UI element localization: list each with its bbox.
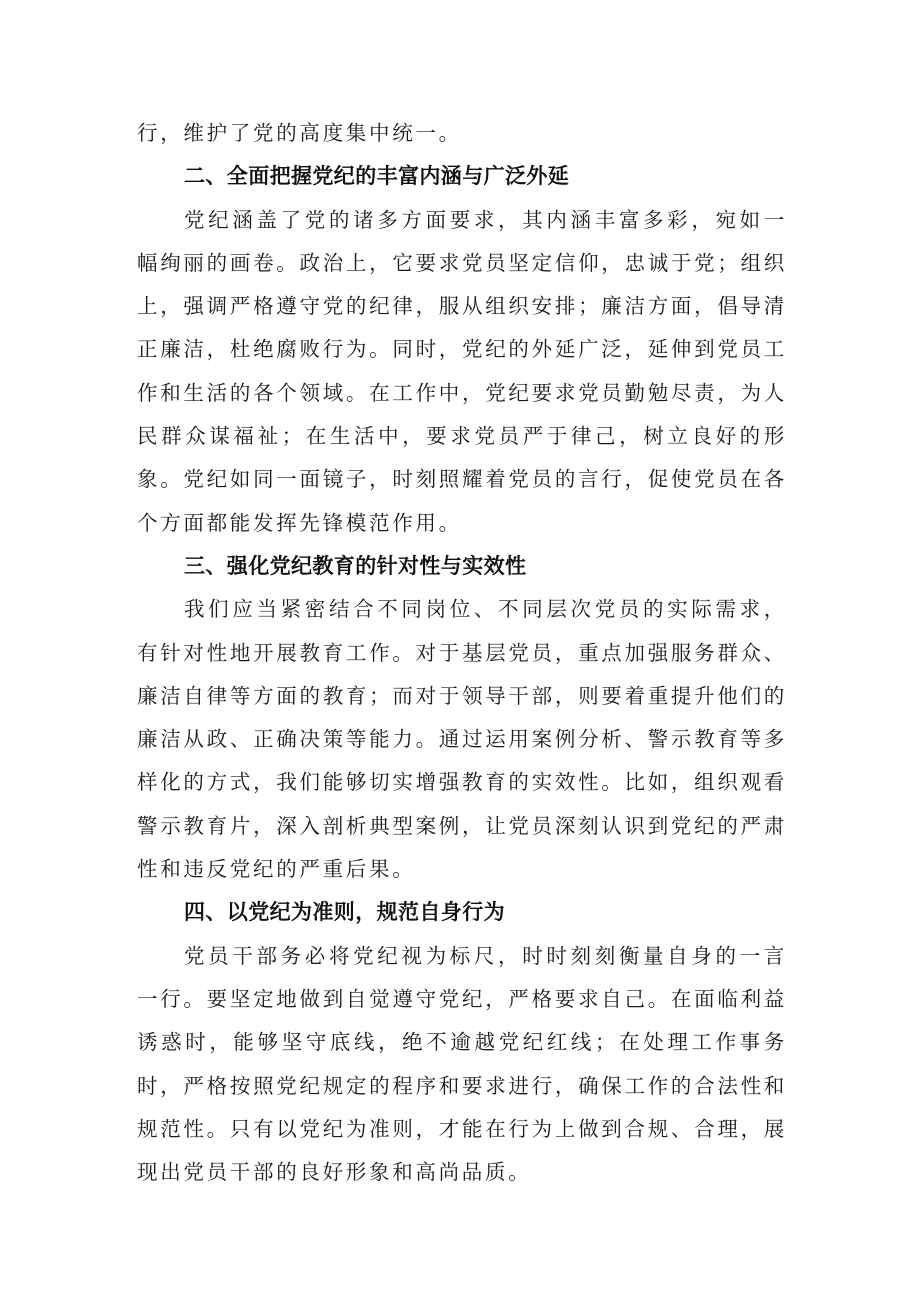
paragraph: 我们应当紧密结合不同岗位、不同层次党员的实际需求，有针对性地开展教育工作。对于基层党员，重点加强服务群众、廉洁自律等方面的教育；而对于领导干部，则要着重提升他们的廉洁从政、正确决策等能力。通过运用案例分析、警示教育等多样化的方式，我们能够切实增强教育的实效性。比如，组织观看警示教育片，深入剖析典型案例，让党员深刻认识到党纪的严肃性和违反党纪的严重后果。 bbox=[137, 597, 787, 882]
document-body bbox=[137, 112, 787, 1194]
paragraph: 党纪涵盖了党的诸多方面要求，其内涵丰富多彩，宛如一幅绚丽的画卷。政治上，它要求党员坚定信仰，忠诚于党；组织上，强调严格遵守党的纪律，服从组织安排；廉洁方面，倡导清正廉洁，杜绝腐败行为。同时，党纪的外延广泛，延伸到党员工作和生活的各个领域。在工作中，党纪要求党员勤勉尽责，为人民群众谋福祉；在生活中，要求党员严于律己，树立良好的形象。党纪如同一面镜子，时刻照耀着党员的言行，促使党员在各个方面都能发挥先锋模范作用。 bbox=[137, 207, 787, 535]
paragraph: 党员干部务必将党纪视为标尺，时时刻刻衡量自身的一言一行。要坚定地做到自觉遵守党纪，严格要求自己。在面临利益诱惑时，能够坚守底线，绝不逾越党纪红线；在处理工作事务时，严格按照党纪规定的程序和要求进行，确保工作的合法性和规范性。只有以党纪为准则，才能在行为上做到合规、合理，展现出党员干部的良好形象和高尚品质。 bbox=[137, 943, 787, 1185]
paragraph-continued: 行，维护了党的高度集中统一。 bbox=[137, 121, 462, 145]
section-heading-4: 四、以党纪为准则，规范自身行为 bbox=[184, 900, 505, 925]
section-heading-3: 三、强化党纪教育的针对性与实效性 bbox=[184, 553, 527, 578]
section-heading-2: 二、全面把握党纪的丰富内涵与广泛外延 bbox=[184, 164, 570, 189]
